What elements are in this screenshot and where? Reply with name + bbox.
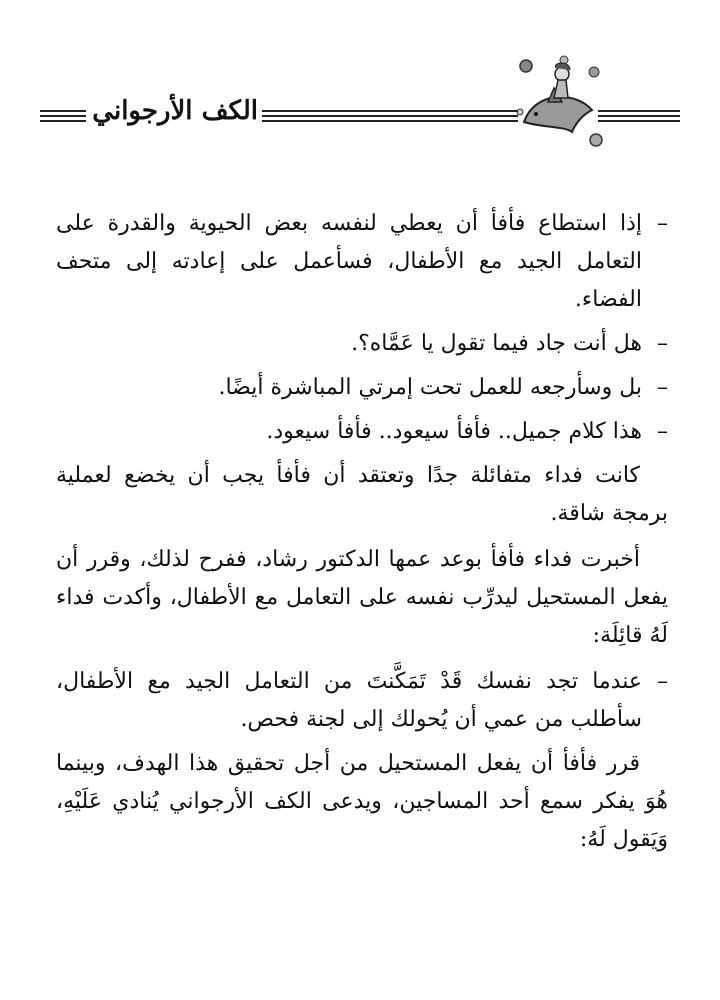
dialogue-line: – إذا استطاع فأفأ أن يعطي لنفسه بعض الحيوية والقدرة على التعامل الجيد مع الأطفال، فسأعمل على إعادته إلى متحف الفضاء. [56, 211, 668, 312]
page-title: الكف الأرجواني [92, 96, 258, 126]
page-header [40, 52, 680, 152]
dialogue-line: – عندما تجد نفسك قَدْ تَمَكَّنتَ من التعامل الجيد مع الأطفال، سأطلب من عمي أن يُحولك إلى لجنة فحص. [56, 669, 668, 732]
header-rule-right [598, 110, 680, 122]
dolphin-mascot-icon [514, 52, 604, 152]
story-text [56, 205, 668, 867]
dialogue-line: – بل وسأرجعه للعمل تحت إمرتي المباشرة أيضًا. [218, 375, 668, 400]
dialogue-line: – هل أنت جاد فيما تقول يا عَمَّاه؟. [351, 331, 668, 356]
narrative-paragraph: قرر فأفأ أن يفعل المستحيل من أجل تحقيق هذا الهدف، وبينما هُوَ يفكر سمع أحد المساجين، ويدعى الكف الأرجواني يُنادي عَلَيْهِ، وَيَقول لَهُ: [56, 751, 668, 852]
header-rule-middle [262, 110, 518, 122]
narrative-paragraph: أخبرت فداء فأفأ بوعد عمها الدكتور رشاد، ففرح لذلك، وقرر أن يفعل المستحيل ليدرِّب نفسه على التعامل مع الأطفال، وأكدت فداء لَهُ قائِلَة: [56, 547, 668, 648]
narrative-paragraph: كانت فداء متفائلة جدًا وتعتقد أن فأفأ يجب أن يخضع لعملية برمجة شاقة. [56, 463, 668, 526]
header-rule-left [40, 110, 86, 122]
dialogue-line: – هذا كلام جميل.. فأفأ سيعود.. فأفأ سيعود. [266, 419, 668, 444]
